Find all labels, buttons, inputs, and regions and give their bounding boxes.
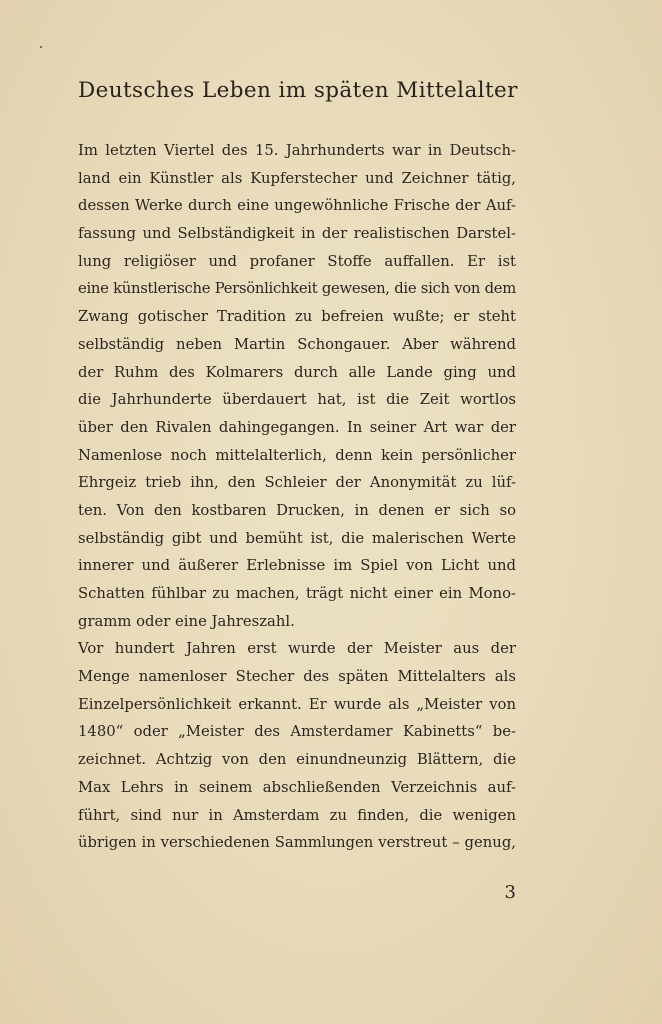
text-line: führt, sind nur in Amsterdam zu finden, die wenigen: [78, 806, 516, 824]
text-line: eine künstlerische Persönlichkeit gewesen, die sich von dem: [78, 280, 516, 298]
text-line: Vor hundert Jahren erst wurde der Meister aus der: [78, 640, 516, 658]
text-line: Im letzten Viertel des 15. Jahrhunderts war in Deutsch-: [78, 142, 516, 159]
page-number: 3: [504, 882, 516, 903]
text-line: 1480“ oder „Meister des Amsterdamer Kabinetts“ be-: [78, 723, 516, 741]
text-line: Namenlose noch mittelalterlich, denn kein persönlicher: [78, 446, 516, 464]
text-line: die Jahrhunderte überdauert hat, ist die Zeit wortlos: [78, 391, 516, 409]
running-head: Deutsches Leben im späten Mittelalter: [78, 78, 518, 103]
text-line: Menge namenloser Stecher des späten Mittelalters als: [78, 668, 516, 686]
text-line: ten. Von den kostbaren Drucken, in denen er sich so: [78, 501, 516, 519]
text-line: Einzelpersönlichkeit erkannt. Er wurde als „Meister von: [78, 695, 516, 713]
text-line: zeichnet. Achtzig von den einundneunzig Blättern, die: [78, 751, 516, 769]
text-line: innerer und äußerer Erlebnisse im Spiel von Licht und: [78, 557, 516, 575]
text-line: übrigen in verschiedenen Sammlungen verstreut – genug,: [78, 834, 516, 852]
text-line: über den Rivalen dahingegangen. In seiner Art war der: [78, 418, 516, 436]
text-line: dessen Werke durch eine ungewöhnliche Frische der Auf-: [78, 197, 516, 215]
paper-speck: [40, 46, 42, 48]
text-line: Zwang gotischer Tradition zu befreien wußte; er steht: [78, 308, 516, 326]
text-line: selbständig gibt und bemüht ist, die malerischen Werte: [78, 529, 516, 547]
text-line: Max Lehrs in seinem abschließenden Verzeichnis auf-: [78, 778, 516, 796]
text-line: land ein Künstler als Kupferstecher und Zeichner tätig,: [78, 169, 516, 187]
text-line: Ehrgeiz trieb ihn, den Schleier der Anonymität zu lüf-: [78, 474, 516, 492]
text-line: Schatten fühlbar zu machen, trägt nicht einer ein Mono-: [78, 585, 516, 602]
text-line: der Ruhm des Kolmarers durch alle Lande ging und: [78, 363, 516, 381]
text-line: lung religiöser und profaner Stoffe auffallen. Er ist: [78, 252, 516, 270]
text-line: selbständig neben Martin Schongauer. Aber während: [78, 335, 516, 353]
body-text: [78, 137, 516, 857]
text-line: fassung und Selbständigkeit in der realistischen Darstel-: [78, 225, 516, 243]
text-line: gramm oder eine Jahreszahl.: [78, 612, 295, 630]
